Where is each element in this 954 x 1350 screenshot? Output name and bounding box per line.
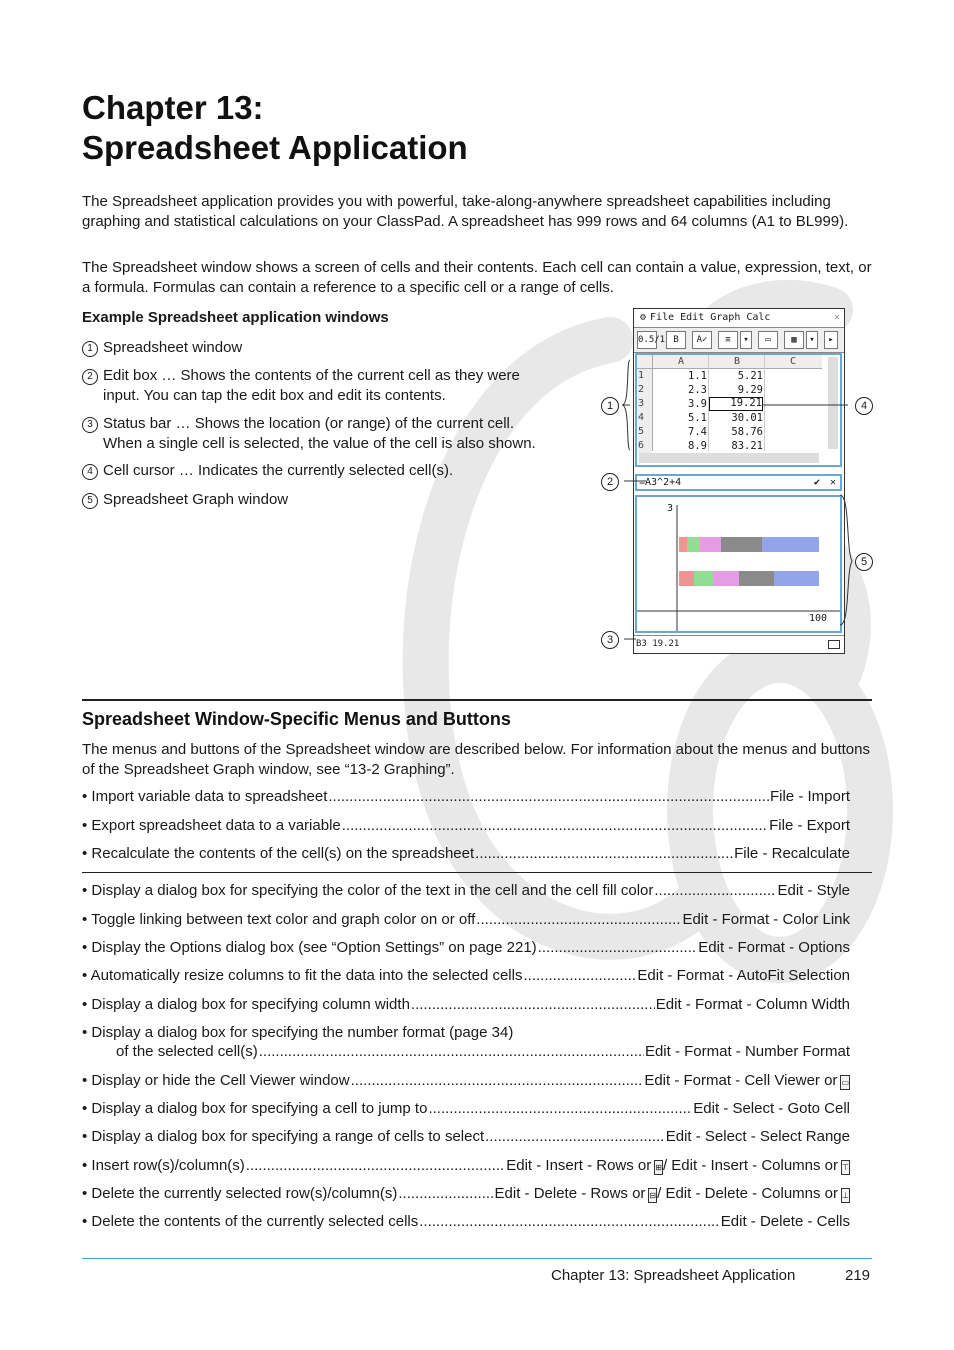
row-header: 3: [638, 397, 652, 411]
status-text: B3 19.21: [636, 639, 680, 649]
callout-text-continued: input. You can tap the edit box and edit its contents.: [103, 386, 446, 404]
intro-paragraph-1: The Spreadsheet application provides you with powerful, take-along-anywhere spreadsheet capabilities including graphing and statistical calculations on your ClassPad. A spreadsheet has 999 rows and 64 columns (A1 to BL999).: [82, 193, 849, 230]
menu-bar: [634, 309, 844, 328]
callout-text: Edit box … Shows the contents of the current cell as they were: [103, 367, 520, 384]
menu-entry: [82, 816, 850, 835]
insert-columns-icon: ⊤: [841, 1160, 850, 1175]
menu-entry-command-2: / Edit - Insert - Columns or: [662, 1157, 839, 1174]
menu-entry: [82, 1156, 850, 1175]
marker-5: 5: [855, 553, 873, 571]
menu-entry: [82, 966, 850, 985]
divider: [82, 872, 872, 873]
row-header: 6: [638, 439, 652, 453]
menu-entry-description: • Import variable data to spreadsheet: [82, 788, 328, 805]
delete-rows-icon: ⊟: [648, 1188, 657, 1203]
menu-entry: [82, 1127, 850, 1146]
intro-paragraph-2: The Spreadsheet window shows a screen of cells and their contents. Each cell can contain a value, expression, text, or a formula. Formulas can contain a reference to a specific cell or a range of cells.: [82, 259, 872, 296]
row-header: 1: [638, 369, 652, 383]
cell-b5: 58.76: [731, 426, 763, 438]
align-button: ≡: [718, 331, 738, 349]
cell-viewer-icon: ▭: [840, 1075, 850, 1090]
toolbar-scroll-icon: ▸: [824, 331, 838, 349]
callout-number: 1: [82, 341, 98, 357]
menu-entry: [82, 938, 850, 957]
example-heading: Example Spreadsheet application windows: [82, 309, 389, 326]
menu-entry: [82, 1071, 850, 1090]
menu-entry-command: Edit - Delete - Cells: [720, 1213, 850, 1230]
chapter-title: [82, 88, 468, 168]
footer-chapter: Chapter 13: Spreadsheet Application: [551, 1267, 796, 1284]
menu-entry-command: Edit - Select - Select Range: [665, 1128, 850, 1145]
menu-entry: [82, 910, 850, 929]
marker-4: 4: [855, 397, 873, 415]
callout-text: Spreadsheet Graph window: [103, 491, 289, 508]
menu-entry: [82, 1099, 850, 1118]
menu-entry-description-continued: of the selected cell(s): [116, 1043, 258, 1060]
close-icon: ✕: [833, 312, 840, 323]
callout-2: [82, 366, 582, 405]
menu-entry-description: • Display a dialog box for specifying a range of cells to select: [82, 1128, 485, 1145]
menu-entry: [82, 787, 850, 806]
graph-dropdown-icon: ▾: [806, 331, 818, 349]
column-header: A: [677, 356, 685, 367]
menu-entry-description: • Display a dialog box for specifying the color of the text in the cell and the cell fill color: [82, 882, 654, 899]
cell-a6: 8.9: [688, 440, 707, 452]
footer-rule: [82, 1258, 872, 1259]
menu-entry-description: • Display a dialog box for specifying a cell to jump to: [82, 1100, 428, 1117]
close-icon: ✕: [829, 477, 836, 488]
section-rule: [82, 699, 872, 701]
column-header: B: [733, 356, 741, 367]
marker-2: 2: [601, 473, 619, 491]
menu-entry: [82, 1023, 850, 1061]
cell-a2: 2.3: [688, 384, 707, 396]
section-heading: Spreadsheet Window-Specific Menus and Buttons: [82, 709, 511, 729]
menu-entry-description: • Insert row(s)/column(s): [82, 1157, 245, 1174]
graph-x-label: 100: [809, 613, 828, 624]
menu-entry-command: Edit - Format - Cell Viewer or: [644, 1072, 838, 1089]
chapter-title-line1: Chapter 13:: [82, 89, 264, 126]
marker-3: 3: [601, 631, 619, 649]
page-number: 219: [845, 1267, 871, 1284]
section-intro: The menus and buttons of the Spreadsheet window are described below. For information about the menus and buttons of the Spreadsheet Graph window, see “13-2 Graphing”.: [82, 741, 870, 778]
gear-icon: ⚙: [640, 312, 647, 323]
callout-number: 4: [82, 464, 98, 480]
cell-a1: 1.1: [688, 370, 707, 382]
menu-entry-command: Edit - Format - Column Width: [655, 996, 850, 1013]
menu-entry-description: • Display a dialog box for specifying the number format (page 34): [82, 1024, 514, 1041]
graph-button: ▦: [784, 331, 804, 349]
callout-5: [82, 490, 582, 510]
menu-entry-command: File - Export: [769, 817, 850, 834]
callout-number: 5: [82, 493, 98, 509]
delete-columns-icon: ⊥: [841, 1188, 850, 1203]
callout-4: [82, 461, 582, 481]
insert-rows-icon: ⊞: [654, 1160, 663, 1175]
bold-button: B: [666, 331, 686, 349]
callout-leader-lines: [600, 350, 880, 650]
menu-entry-command: Edit - Format - Options: [698, 939, 850, 956]
row-header: 4: [638, 411, 652, 425]
callout-number: 3: [82, 417, 98, 433]
menu-entry-description: • Delete the contents of the currently selected cells: [82, 1213, 419, 1230]
menu-entry: [82, 1212, 850, 1231]
align-dropdown-icon: ▾: [740, 331, 752, 349]
cell-b6: 83.21: [731, 440, 763, 452]
menu-entry-description: • Toggle linking between text color and graph color on or off: [82, 911, 476, 928]
cell-a5: 7.4: [688, 426, 707, 438]
callout-text: Status bar … Shows the location (or range) of the current cell.: [103, 415, 515, 432]
menu-entry-command: Edit - Insert - Rows or: [506, 1157, 652, 1174]
check-icon: ✔: [813, 477, 820, 488]
menu-entry-command: Edit - Delete - Rows or: [494, 1185, 646, 1202]
cell-b2: 9.29: [737, 384, 763, 396]
menu-entry-command: Edit - Select - Goto Cell: [693, 1100, 850, 1117]
menu-entry-command: Edit - Format - AutoFit Selection: [637, 967, 850, 984]
menu-entry: [82, 1184, 850, 1203]
chapter-title-line2: Spreadsheet Application: [82, 129, 468, 166]
fraction-button: 0.5/1: [637, 331, 657, 349]
text-format-button: A✓: [692, 331, 712, 349]
menu-entry-description: • Display or hide the Cell Viewer window: [82, 1072, 350, 1089]
cell-b4: 30.01: [731, 412, 763, 424]
callout-3: [82, 414, 602, 453]
menu-entry: [82, 844, 850, 863]
cell-b1: 5.21: [737, 370, 763, 382]
menu-entry: [82, 995, 850, 1014]
cell-cursor-b3: 19.21: [709, 397, 763, 411]
menu-entry-command: Edit - Style: [777, 882, 850, 899]
menu-entry-description: • Display the Options dialog box (see “Option Settings” on page 221): [82, 939, 537, 956]
menu-entry: [82, 881, 850, 900]
cell-a3: 3.9: [688, 398, 707, 410]
menu-entry-command: File - Import: [769, 788, 850, 805]
callout-text-continued: When a single cell is selected, the value of the cell is also shown.: [103, 434, 536, 452]
menu-entry-description: • Automatically resize columns to fit the data into the selected cells: [82, 967, 523, 984]
menu-entry-description: • Recalculate the contents of the cell(s) on the spreadsheet: [82, 845, 475, 862]
edit-box-formula: =A3^2+4: [639, 477, 682, 488]
callout-number: 2: [82, 369, 98, 385]
row-header: 5: [638, 425, 652, 439]
cell-a4: 5.1: [688, 412, 707, 424]
menu-entry-command: File - Recalculate: [734, 845, 850, 862]
cell-viewer-button: ▭: [758, 331, 778, 349]
callout-1: [82, 338, 582, 358]
menu-entry-command: Edit - Format - Color Link: [682, 911, 850, 928]
row-header: 2: [638, 383, 652, 397]
callout-text: Spreadsheet window: [103, 339, 243, 356]
menu-entry-description: • Display a dialog box for specifying column width: [82, 996, 410, 1013]
menu-entry-command-2: / Edit - Delete - Columns or: [657, 1185, 839, 1202]
callout-text: Cell cursor … Indicates the currently selected cell(s).: [103, 462, 454, 479]
menu-entry-command: Edit - Format - Number Format: [644, 1043, 850, 1060]
column-header: C: [789, 356, 797, 367]
graph-y-label: 3: [667, 503, 674, 514]
marker-1: 1: [601, 397, 619, 415]
menu-entry-description: • Delete the currently selected row(s)/column(s): [82, 1185, 398, 1202]
menu-bar-labels: File Edit Graph Calc: [650, 312, 771, 323]
menu-entry-description: • Export spreadsheet data to a variable: [82, 817, 341, 834]
